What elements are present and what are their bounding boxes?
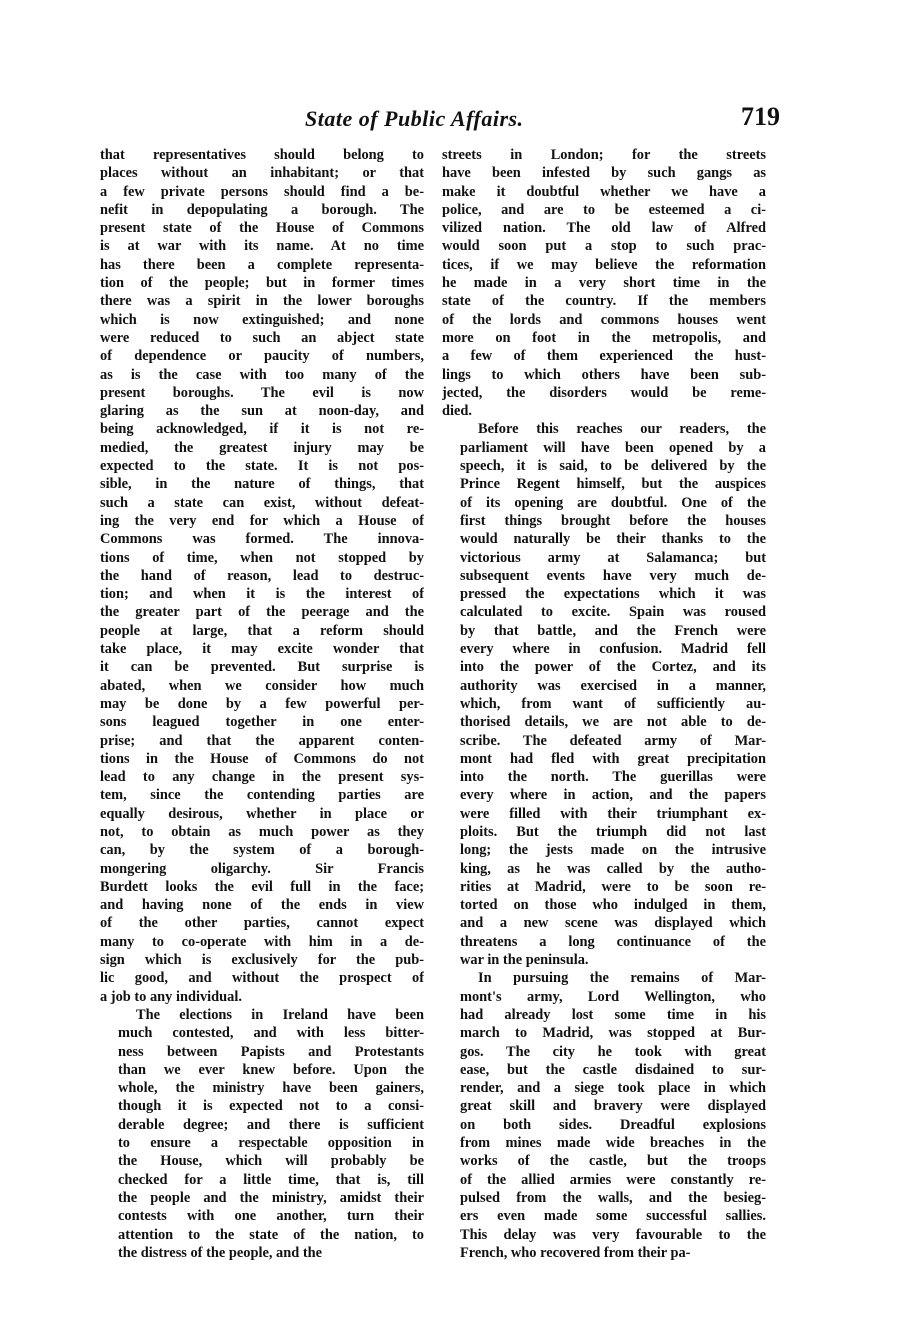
text-line: pulsed from the walls, and the besieg- [460, 1189, 766, 1206]
text-line: lings to which others have been sub- [442, 366, 766, 383]
text-line: were filled with their triumphant ex- [460, 805, 766, 822]
text-line: has there been a complete representa- [100, 256, 424, 273]
text-line: on both sides. Dreadful explosions [460, 1116, 766, 1133]
text-line: abated, when we consider how much [100, 677, 424, 694]
text-line: a few of them experienced the hust- [442, 348, 766, 365]
text-line: present boroughs. The evil is now [100, 384, 424, 401]
text-line: ploits. But the triumph did not last [460, 823, 766, 840]
text-line: tion; and when it is the interest of [100, 586, 424, 603]
text-line: much contested, and with less bitter- [118, 1025, 424, 1042]
text-line: This delay was very favourable to the [460, 1226, 766, 1243]
text-line: of the other parties, cannot expect [100, 915, 424, 932]
text-line: which is now extinguished; and none [100, 311, 424, 328]
right-text-column [442, 146, 766, 1262]
text-line: streets in London; for the streets [442, 147, 766, 163]
text-line: ing the very end for which a House of [100, 512, 424, 529]
text-line: into the power of the Cortez, and its [460, 659, 766, 676]
text-line: ease, but the castle disdained to sur- [460, 1061, 766, 1078]
text-line: every where in action, and the papers [460, 787, 766, 804]
text-line: the greater part of the peerage and the [100, 604, 424, 621]
paragraph [442, 420, 766, 969]
left-text-column [100, 146, 424, 1262]
text-line: a few private persons should find a be- [100, 183, 424, 200]
paragraph [100, 1006, 424, 1262]
text-line: he made in a very short time in the [442, 275, 766, 292]
text-line: rities at Madrid, were to be soon re- [460, 878, 766, 895]
text-line: being acknowledged, if it is not re- [100, 421, 424, 438]
text-line: the people and the ministry, amidst their [118, 1189, 424, 1206]
text-line: first things brought before the houses [460, 512, 766, 529]
text-line: lic good, and without the prospect of [100, 970, 424, 987]
text-line: had already lost some time in his [460, 1006, 766, 1023]
text-line: would soon put a stop to such prac- [442, 238, 766, 255]
text-line: nefit in depopulating a borough. The [100, 201, 424, 218]
text-line: that representatives should belong to [100, 147, 424, 163]
text-line: not, to obtain as much power as they [100, 823, 424, 840]
text-line: equally desirous, whether in place or [100, 805, 424, 822]
text-line: works of the castle, but the troops [460, 1153, 766, 1170]
text-line: can, by the system of a borough- [100, 842, 424, 859]
text-line: have been infested by such gangs as [442, 165, 766, 182]
text-line: march to Madrid, was stopped at Bur- [460, 1025, 766, 1042]
text-line: scribe. The defeated army of Mar- [460, 732, 766, 749]
text-line: the distress of the people, and the [118, 1244, 323, 1261]
text-line: tions of time, when not stopped by [100, 549, 424, 566]
text-line: take place, it may excite wonder that [100, 641, 424, 658]
text-line: expected to the state. It is not pos- [100, 458, 424, 475]
text-line: thorised details, we are not able to de- [460, 714, 766, 731]
text-line: torted on those who indulged in them, [460, 897, 766, 914]
text-line: make it doubtful whether we have a [442, 183, 766, 200]
text-line: of its opening are doubtful. One of the [460, 494, 766, 511]
paragraph [442, 969, 766, 1262]
text-line: ness between Papists and Protestants [118, 1043, 424, 1060]
text-line: mont had fled with great precipitation [460, 750, 766, 767]
text-line: sible, in the nature of things, that [100, 476, 424, 493]
text-line: French, who recovered from their pa- [460, 1244, 691, 1261]
text-line: died. [442, 403, 472, 420]
text-line: mongering oligarchy. Sir Francis [100, 860, 424, 877]
text-line: tices, if we may believe the reformation [442, 256, 766, 273]
text-line: present state of the House of Commons [100, 220, 424, 237]
paragraph [100, 146, 424, 1006]
text-line: Burdett looks the evil full in the face; [100, 878, 424, 895]
text-line: authority was exercised in a manner, [460, 677, 766, 694]
text-line: subsequent events have very much de- [460, 567, 766, 584]
text-line: the House, which will probably be [118, 1153, 424, 1170]
text-line: contests with one another, turn their [118, 1208, 424, 1225]
text-line: ers even made some successful sallies. [460, 1208, 766, 1225]
text-line: people at large, that a reform should [100, 622, 424, 639]
text-line: state of the country. If the members [442, 293, 766, 310]
text-line: speech, it is said, to be delivered by the [460, 458, 766, 475]
paragraph [442, 146, 766, 420]
page-number: 719 [741, 102, 780, 131]
text-line: such a state can exist, without defeat- [100, 494, 424, 511]
text-line: police, and are to be esteemed a ci- [442, 201, 766, 218]
text-line: tions in the House of Commons do not [100, 750, 424, 767]
text-line: into the north. The guerillas were [460, 769, 766, 786]
text-line: of the allied armies were constantly re- [460, 1171, 766, 1188]
text-line: Before this reaches our readers, the [478, 421, 766, 438]
text-line: would naturally be their thanks to the [460, 531, 766, 548]
text-line: checked for a little time, that is, till [118, 1171, 424, 1188]
text-line: the hand of reason, lead to destruc- [100, 567, 424, 584]
text-line: is at war with its name. At no time [100, 238, 424, 255]
text-line: render, and a siege took place in which [460, 1080, 766, 1097]
text-line: glaring as the sun at noon-day, and [100, 403, 424, 420]
text-line: parliament will have been opened by a [460, 439, 766, 456]
running-title: State of Public Affairs. [305, 106, 524, 131]
text-line: Commons was formed. The innova- [100, 531, 424, 548]
text-line: and having none of the ends in view [100, 897, 424, 914]
text-line: vilized nation. The old law of Alfred [442, 220, 766, 237]
text-line: there was a spirit in the lower boroughs [100, 293, 424, 310]
text-line: victorious army at Salamanca; but [460, 549, 766, 566]
text-line: tem, since the contending parties are [100, 787, 424, 804]
text-line: whole, the ministry have been gainers, [118, 1080, 424, 1097]
text-line: though it is expected not to a consi- [118, 1098, 424, 1115]
text-line: Prince Regent himself, but the auspices [460, 476, 766, 493]
text-line: which, from want of sufficiently au- [460, 695, 766, 712]
text-line: lead to any change in the present sys- [100, 769, 424, 786]
text-line: tion of the people; but in former times [100, 275, 424, 292]
text-line: may be done by a few powerful per- [100, 695, 424, 712]
text-line: more on foot in the metropolis, and [442, 329, 766, 346]
text-line: prise; and that the apparent conten- [100, 732, 424, 749]
text-line: to ensure a respectable opposition in [118, 1135, 424, 1152]
text-line: and a new scene was displayed which [460, 915, 766, 932]
text-line: many to co-operate with him in a de- [100, 933, 424, 950]
text-line: places without an inhabitant; or that [100, 165, 424, 182]
text-line: war in the peninsula. [460, 952, 589, 969]
text-line: a job to any individual. [100, 988, 242, 1005]
text-line: derable degree; and there is sufficient [118, 1116, 424, 1133]
text-line: threatens a long continuance of the [460, 933, 766, 950]
text-line: than we ever knew before. Upon the [118, 1061, 424, 1078]
text-line: were reduced to such an abject state [100, 329, 424, 346]
text-line: medied, the greatest injury may be [100, 439, 424, 456]
running-head [100, 102, 780, 138]
text-line: mont's army, Lord Wellington, who [460, 988, 766, 1005]
text-line: great skill and bravery were displayed [460, 1098, 766, 1115]
text-line: The elections in Ireland have been [136, 1006, 424, 1023]
text-line: sign which is exclusively for the pub- [100, 952, 424, 969]
text-line: attention to the state of the nation, to [118, 1226, 424, 1243]
text-line: In pursuing the remains of Mar- [478, 970, 766, 987]
text-line: gos. The city he took with great [460, 1043, 766, 1060]
text-line: from mines made wide breaches in the [460, 1135, 766, 1152]
text-line: of dependence or paucity of numbers, [100, 348, 424, 365]
text-line: pressed the expectations which it was [460, 586, 766, 603]
text-line: king, as he was called by the autho- [460, 860, 766, 877]
text-line: by that battle, and the French were [460, 622, 766, 639]
text-line: as is the case with too many of the [100, 366, 424, 383]
text-line: every where in confusion. Madrid fell [460, 641, 766, 658]
text-line: long; the jests made on the intrusive [460, 842, 766, 859]
text-line: jected, the disorders would be reme- [442, 384, 766, 401]
text-line: of the lords and commons houses went [442, 311, 766, 328]
text-line: calculated to excite. Spain was roused [460, 604, 766, 621]
text-line: it can be prevented. But surprise is [100, 659, 424, 676]
text-line: sons leagued together in one enter- [100, 714, 424, 731]
